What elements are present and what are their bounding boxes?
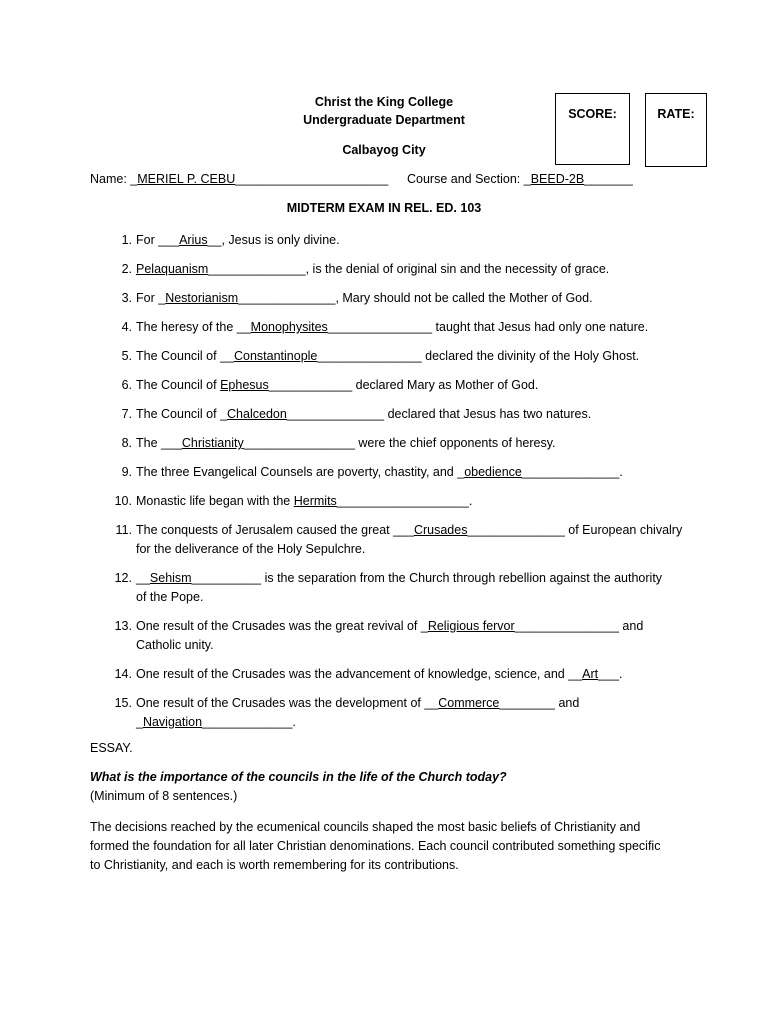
question-prefix: The heresy of the __ [136,320,251,334]
course-line [407,172,647,186]
question-number: 7. [121,407,132,421]
name-label: Name: [90,172,127,186]
rate-label: RATE: [657,107,695,121]
course-pre: _ [520,172,531,186]
question-line [136,318,691,337]
answer-text: Monophysites [250,320,328,334]
question-prefix: For _ [136,291,166,305]
question-line [136,405,691,424]
question-prefix: The three Evangelical Counsels are poverty, chastity, and _ [136,465,465,479]
question-text [136,492,691,511]
question-suffix: _______________ declared the divinity of the Holy Ghost. [317,349,640,363]
question-suffix: _______________ and [514,619,644,633]
name-line [90,172,390,186]
question-suffix: ___________________. [336,494,473,508]
question-text [136,318,691,337]
name-pre: _ [126,172,138,186]
question-number: 3. [121,291,132,305]
essay-label: ESSAY. [90,741,133,755]
question-suffix: __________ is the separation from the Church through rebellion against the authority [191,571,663,585]
question-prefix: __ [136,571,150,585]
question-prefix: The Council of [136,378,221,392]
essay-question: What is the importance of the councils in the life of the Church today? [90,770,507,784]
question-prefix: One result of the Crusades was the development of __ [136,696,439,710]
score-label: SCORE: [568,107,617,121]
question-suffix: __, Jesus is only divine. [207,233,340,247]
question-line [136,376,691,395]
answer-text: Commerce [438,696,500,710]
question-line [136,617,691,636]
answer-text: Ephesus [220,378,269,392]
essay-answer-line: to Christianity, and each is worth remembering for its contributions. [90,858,459,872]
answer-text: Chalcedon [227,407,287,421]
question-line [136,434,691,453]
answer-text: Religious fervor [427,619,515,633]
question-line [136,665,691,684]
exam-title: MIDTERM EXAM IN REL. ED. 103 [286,201,482,215]
question-prefix: One result of the Crusades was the advancement of knowledge, science, and __ [136,667,583,681]
question-line [136,521,691,540]
question-line [136,260,691,279]
question-number: 11. [115,523,132,537]
question-number: 4. [121,320,132,334]
question-prefix: For ___ [136,233,180,247]
course-post: _______ [584,172,633,186]
essay-answer-line: The decisions reached by the ecumenical councils shaped the most basic beliefs of Christianity and [90,820,641,834]
school-name: Christ the King College [314,95,454,109]
city-name: Calbayog City [342,143,426,157]
question-suffix: ________________ were the chief opponents of heresy. [243,436,556,450]
question-suffix: _______________ taught that Jesus had only one nature. [327,320,649,334]
question-number: 8. [121,436,132,450]
question-suffix: ____________ declared Mary as Mother of God. [268,378,539,392]
question-text [136,569,691,607]
essay-answer-line: formed the foundation for all later Christian denominations. Each council contributed something specific [90,839,661,853]
answer-text: Art [582,667,599,681]
answer-text: Arius [179,233,208,247]
answer-text: Hermits [293,494,337,508]
question-text [136,231,691,250]
question-line-continued: for the deliverance of the Holy Sepulchre. [136,542,366,556]
question-line [136,289,691,308]
question-suffix: ______________. [521,465,623,479]
question-prefix: The Council of __ [136,349,234,363]
question-text [136,289,691,308]
answer-text: Crusades [413,523,468,537]
essay-instruction: (Minimum of 8 sentences.) [90,789,238,803]
question-number: 9. [121,465,132,479]
question-text [136,405,691,424]
question-number: 10. [114,494,132,508]
answer-text: obedience [464,465,522,479]
question-text [136,434,691,453]
question-number: 1. [121,233,132,247]
question-suffix: ______________ declared that Jesus has two natures. [286,407,592,421]
question-prefix: The ___ [136,436,182,450]
question-prefix: The conquests of Jerusalem caused the great ___ [136,523,414,537]
question-number: 2. [121,262,132,276]
question-line-continued: of the Pope. [136,590,204,604]
question-text [136,617,691,655]
essay-answer [90,818,690,875]
answer-text: Christianity [181,436,244,450]
score-box [555,93,630,165]
question-suffix: ______________ of European chivalry [467,523,683,537]
question-line [136,694,691,713]
rate-box [645,93,707,167]
question-number: 13. [114,619,132,633]
answer-text: Navigation [142,715,203,729]
question-prefix: The Council of _ [136,407,228,421]
question-suffix: ______________, Mary should not be called the Mother of God. [238,291,593,305]
question-text [136,694,691,732]
question-number: 6. [121,378,132,392]
answer-text: Constantinople [233,349,318,363]
question-number: 14. [114,667,132,681]
question-text [136,376,691,395]
question-prefix: One result of the Crusades was the great revival of _ [136,619,428,633]
name-post: ______________________ [235,172,389,186]
department-name: Undergraduate Department [303,113,465,127]
question-line [136,347,691,366]
question-line-continued [136,713,691,732]
question-suffix: ________ and [499,696,580,710]
name-value: MERIEL P. CEBU [137,172,236,186]
question-prefix: Monastic life began with the [136,494,294,508]
question-number: 15. [114,696,132,710]
question-text [136,665,691,684]
course-value: BEED-2B [530,172,585,186]
question-prefix: _ [136,715,143,729]
question-number: 12. [114,571,132,585]
answer-text: Sehism [149,571,192,585]
question-line [136,231,691,250]
question-suffix: _____________. [202,715,296,729]
question-suffix: ______________, is the denial of original sin and the necessity of grace. [208,262,610,276]
answer-text: Nestorianism [165,291,239,305]
question-line-continued: Catholic unity. [136,638,214,652]
answer-text: Pelaquanism [136,262,209,276]
question-line [136,492,691,511]
question-text [136,260,691,279]
question-line [136,463,691,482]
course-label: Course and Section: [407,172,521,186]
question-text [136,521,691,559]
question-number: 5. [121,349,132,363]
question-suffix: ___. [598,667,623,681]
question-text [136,463,691,482]
question-text [136,347,691,366]
question-line [136,569,691,588]
